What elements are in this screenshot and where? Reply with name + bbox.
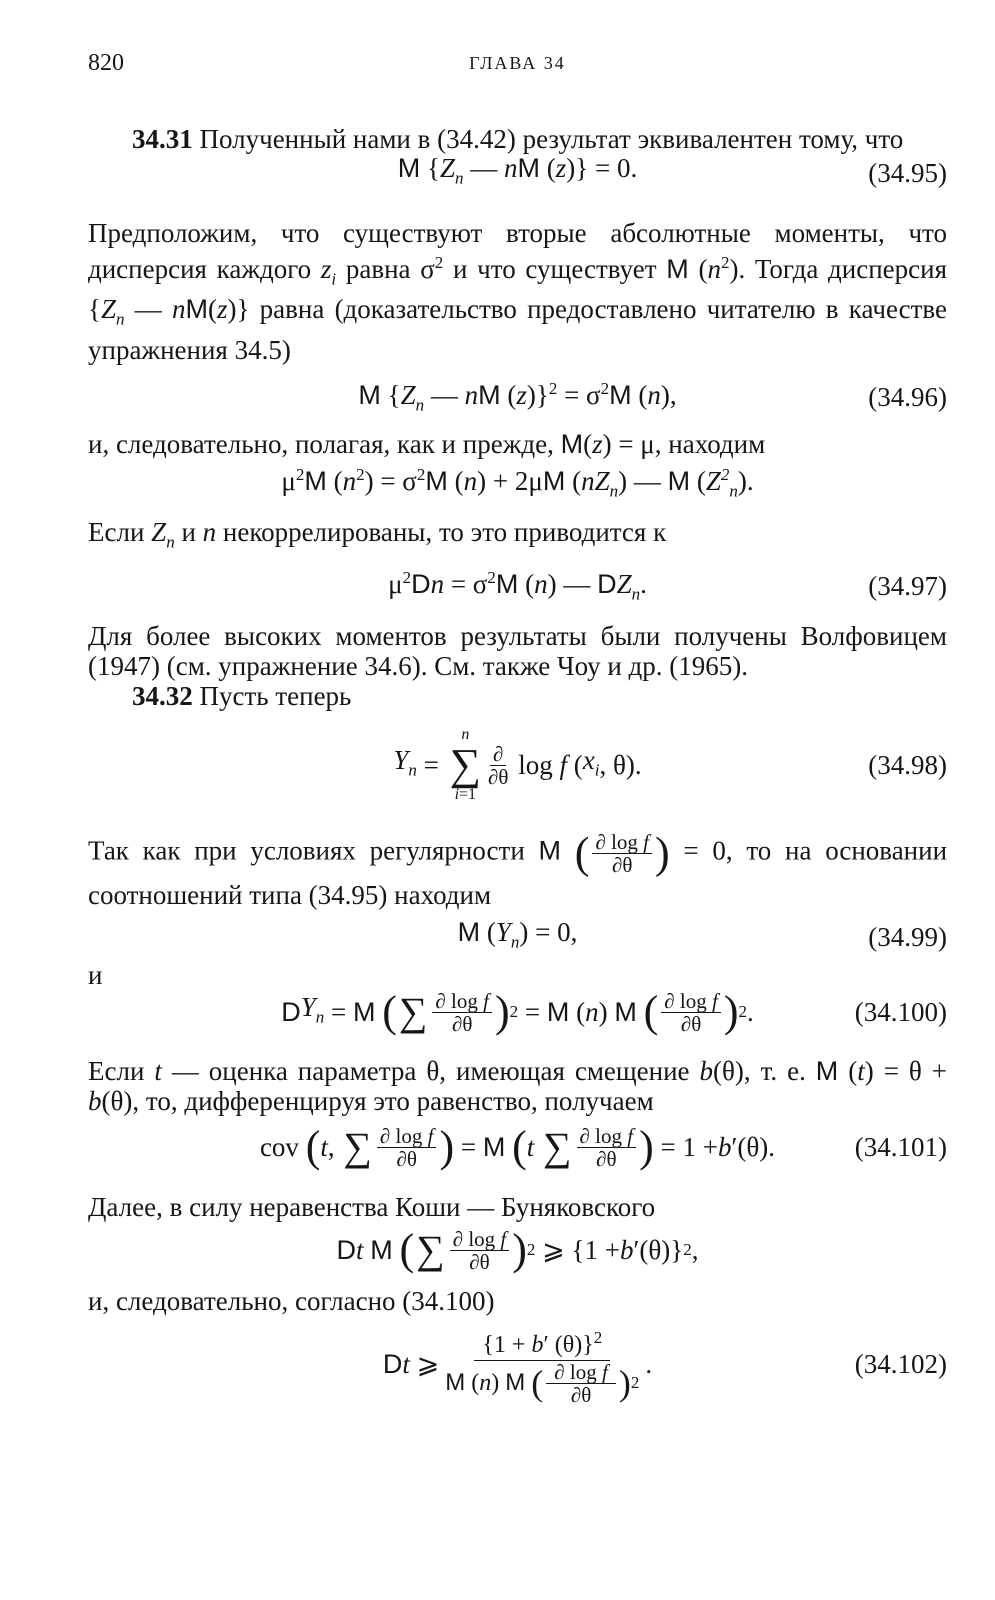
equation-body: M {$Z_n$ — nM (z)} = 0.	[397, 152, 638, 188]
equation-number: (34.99)	[868, 922, 947, 953]
paragraph-uncorrelated: Если $Z_n$ и n некоррелированы, то это приводится к	[88, 516, 667, 552]
equation-unnumbered-2: D t M ( ∑ $\frac{\text{∂ log f}}{\partial\theta}$ ) 2 ⩾ {1 + b ′(θ)} 2 ,	[336, 1225, 699, 1275]
paragraph-consequently: и, следовательно, согласно (34.100)	[88, 1286, 495, 1317]
section-number: 34.31	[132, 124, 193, 154]
equation-34-95	[88, 154, 947, 192]
equation-34-101: cov ( t , ∑ $\frac{\text{∂ log f}}{\partial\theta}$ ) = M ( t ∑ $\frac{\text{∂ log f}}{\partial\theta}$ ) = 1 + b ′(θ). (34.101)	[259, 1122, 947, 1172]
paragraph-34-31	[88, 124, 947, 154]
equation-number: (34.96)	[868, 381, 947, 412]
equation-34-96: M {$Z_n$ — nM $(z)\}^2 = \sigma^2M$ (n), (34.96)	[358, 378, 947, 414]
equation-number: (34.102)	[854, 1349, 947, 1380]
equation-34-99: M $(Y_n) = 0$, (34.99)	[457, 916, 947, 953]
page-number: 820	[88, 50, 124, 76]
equation-34-100: D $Y_n$ = M ( ∑ $\frac{\text{∂ log f}}{\partial\theta}$ ) 2 = M ( n ) M ( $\frac{\text{∂ log f}}{\partial\theta}$ ) 2 . (34.100)	[281, 987, 947, 1037]
equation-34-102: D t ⩾ {1 + b′ (θ)}$^2$ M ( n ) M ( $\frac{\text{∂ log f}}{\partial\theta}$ ) 2 . (34.102)	[88, 1316, 947, 1412]
equation-number: (34.95)	[868, 158, 947, 188]
running-head: ГЛАВА 34	[469, 53, 566, 73]
equation-unnumbered-1: $\mu^2M$ $(n^2) = \sigma^2M$ (n) + 2μM $(nZ_n)$ — M $(Z^2_n)$.	[281, 464, 754, 500]
equation-number: (34.101)	[854, 1132, 947, 1163]
paragraph-regularity: Так как при условиях регулярности M ( $\frac{\text{∂ log f}}{\partial\theta}$ ) = 0, то на основании соотношений типа (34.95) находим	[88, 828, 948, 911]
paragraph-higher-moments: Для более высоких моментов результаты были получены Волфовицем (1947) (см. упражнение 34.6). См. также Чоу и др. (1965).	[88, 621, 947, 682]
conjunction: и	[88, 960, 103, 991]
paragraph-hence: и, следовательно, полагая, как и прежде, M(z) = μ, находим	[88, 428, 766, 459]
equation-34-98: $Y_n$ = n ∑ i=1 $\frac{\partial}{\partial\theta}$ log f ( $x_i$ , θ). (34.98)	[393, 726, 947, 804]
paragraph-variance: Предположим, что существуют вторые абсолютные моменты, что дисперсия каждого $z_i$ равна $\sigma^2$ и что существует M $(n^2)$. Тогда дисперсия {$Z_n$ — nM(z)} равна (доказательство предоставлено читателю в качестве упражнения 34.5)	[88, 218, 948, 365]
paragraph-34-32: 34.32 Пусть теперь	[132, 681, 352, 712]
page-header	[88, 48, 947, 88]
section-number: 34.32	[132, 681, 193, 712]
equation-number: (34.97)	[868, 571, 947, 602]
equation-number: (34.100)	[854, 997, 947, 1028]
text: Полученный нами в (34.42) результат эквивалентен тому, что	[199, 124, 904, 154]
paragraph-estimate: Если t — оценка параметра θ, имеющая смещение b(θ), т. е. M (t) = θ + b(θ), то, дифференцируя это равенство, получаем	[88, 1056, 948, 1117]
equation-number: (34.98)	[868, 750, 947, 781]
equation-34-97: $\mu^2Dn = \sigma^2M$ (n) — $DZ_n$. (34.97)	[388, 567, 947, 604]
paragraph-cauchy: Далее, в силу неравенства Коши — Буняковского	[88, 1192, 656, 1223]
